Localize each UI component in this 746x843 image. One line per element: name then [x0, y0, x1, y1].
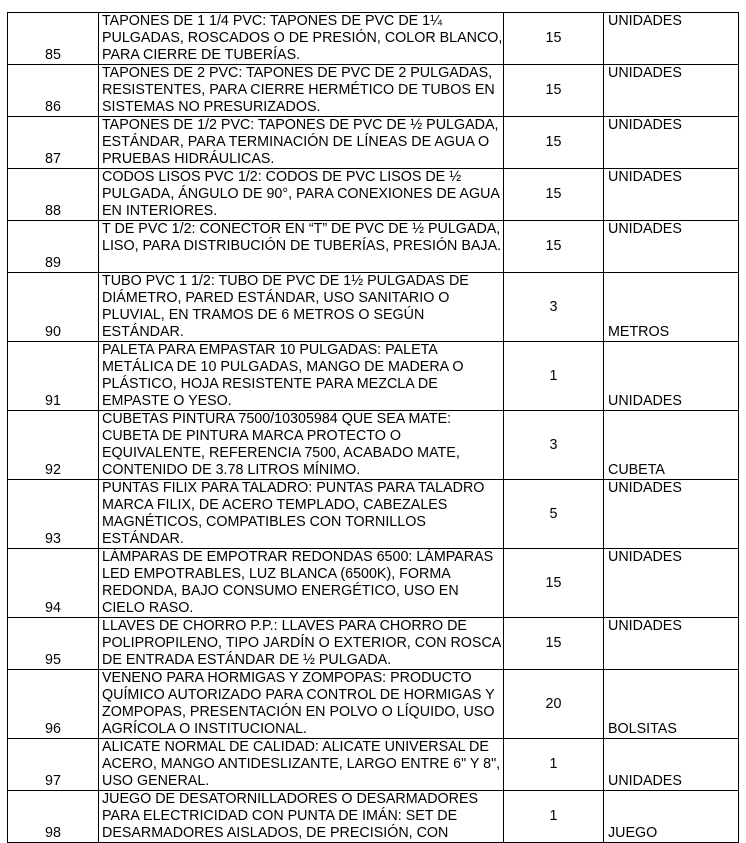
- table-row: [8, 273, 739, 342]
- item-description: T DE PVC 1/2: CONECTOR EN “T” DE PVC DE ½ PULGADA, LISO, PARA DISTRIBUCIÓN DE TUBERÍAS, PRESIÓN BAJA.: [99, 221, 504, 273]
- item-quantity: 3: [504, 411, 604, 480]
- item-quantity: 3: [504, 273, 604, 342]
- item-unit: JUEGO: [604, 791, 739, 843]
- item-unit: UNIDADES: [604, 13, 739, 65]
- item-number: 91: [8, 342, 99, 411]
- item-description: TUBO PVC 1 1/2: TUBO DE PVC DE 1½ PULGADAS DE DIÁMETRO, PARED ESTÁNDAR, USO SANITARIO O PLUVIAL, EN TRAMOS DE 6 METROS O SEGÚN ESTÁNDAR.: [99, 273, 504, 342]
- item-description: TAPONES DE 2 PVC: TAPONES DE PVC DE 2 PULGADAS, RESISTENTES, PARA CIERRE HERMÉTICO DE TUBOS EN SISTEMAS NO PRESURIZADOS.: [99, 65, 504, 117]
- item-quantity: 1: [504, 739, 604, 791]
- table-row: [8, 65, 739, 117]
- item-description: LLAVES DE CHORRO P.P.: LLAVES PARA CHORRO DE POLIPROPILENO, TIPO JARDÍN O EXTERIOR, CON ROSCA DE ENTRADA ESTÁNDAR DE ½ PULGADA.: [99, 618, 504, 670]
- item-number: 85: [8, 13, 99, 65]
- item-unit: UNIDADES: [604, 480, 739, 549]
- table-row: [8, 13, 739, 65]
- item-unit: UNIDADES: [604, 618, 739, 670]
- item-number: 97: [8, 739, 99, 791]
- table-row: [8, 739, 739, 791]
- item-description: LÁMPARAS DE EMPOTRAR REDONDAS 6500: LÁMPARAS LED EMPOTRABLES, LUZ BLANCA (6500K), FORMA REDONDA, BAJO CONSUMO ENERGÉTICO, USO EN CIELO RASO.: [99, 549, 504, 618]
- table-row: [8, 618, 739, 670]
- item-unit: UNIDADES: [604, 549, 739, 618]
- item-quantity: 1: [504, 342, 604, 411]
- item-quantity: 1: [504, 791, 604, 843]
- item-quantity: 15: [504, 13, 604, 65]
- item-unit: UNIDADES: [604, 739, 739, 791]
- item-quantity: 15: [504, 221, 604, 273]
- item-description: PALETA PARA EMPASTAR 10 PULGADAS: PALETA METÁLICA DE 10 PULGADAS, MANGO DE MADERA O PLÁSTICO, HOJA RESISTENTE PARA MEZCLA DE EMPASTE O YESO.: [99, 342, 504, 411]
- item-description: CUBETAS PINTURA 7500/10305984 QUE SEA MATE: CUBETA DE PINTURA MARCA PROTECTO O EQUIVALENTE, REFERENCIA 7500, ACABADO MATE, CONTENIDO DE 3.78 LITROS MÍNIMO.: [99, 411, 504, 480]
- item-description: ALICATE NORMAL DE CALIDAD: ALICATE UNIVERSAL DE ACERO, MANGO ANTIDESLIZANTE, LARGO ENTRE 6" Y 8", USO GENERAL.: [99, 739, 504, 791]
- item-description: TAPONES DE 1 1/4 PVC: TAPONES DE PVC DE 1¼ PULGADAS, ROSCADOS O DE PRESIÓN, COLOR BLANCO, PARA CIERRE DE TUBERÍAS.: [99, 13, 504, 65]
- item-number: 88: [8, 169, 99, 221]
- item-quantity: 15: [504, 549, 604, 618]
- items-table-body: [8, 13, 739, 843]
- item-quantity: 15: [504, 618, 604, 670]
- item-description: PUNTAS FILIX PARA TALADRO: PUNTAS PARA TALADRO MARCA FILIX, DE ACERO TEMPLADO, CABEZALES MAGNÉTICOS, COMPATIBLES CON TORNILLOS ESTÁNDAR.: [99, 480, 504, 549]
- table-row: [8, 549, 739, 618]
- item-quantity: 15: [504, 65, 604, 117]
- item-number: 89: [8, 221, 99, 273]
- item-quantity: 5: [504, 480, 604, 549]
- item-number: 90: [8, 273, 99, 342]
- table-row: [8, 221, 739, 273]
- item-unit: UNIDADES: [604, 65, 739, 117]
- item-unit: UNIDADES: [604, 169, 739, 221]
- table-row: [8, 342, 739, 411]
- item-quantity: 20: [504, 670, 604, 739]
- item-number: 86: [8, 65, 99, 117]
- item-unit: METROS: [604, 273, 739, 342]
- item-unit: CUBETA: [604, 411, 739, 480]
- item-description: TAPONES DE 1/2 PVC: TAPONES DE PVC DE ½ PULGADA, ESTÁNDAR, PARA TERMINACIÓN DE LÍNEAS DE AGUA O PRUEBAS HIDRÁULICAS.: [99, 117, 504, 169]
- table-row: [8, 169, 739, 221]
- item-number: 93: [8, 480, 99, 549]
- item-unit: UNIDADES: [604, 117, 739, 169]
- item-unit: BOLSITAS: [604, 670, 739, 739]
- item-unit: UNIDADES: [604, 342, 739, 411]
- items-table: [7, 12, 739, 843]
- item-number: 98: [8, 791, 99, 843]
- item-unit: UNIDADES: [604, 221, 739, 273]
- item-number: 92: [8, 411, 99, 480]
- item-quantity: 15: [504, 117, 604, 169]
- table-row: [8, 411, 739, 480]
- item-description: CODOS LISOS PVC 1/2: CODOS DE PVC LISOS DE ½ PULGADA, ÁNGULO DE 90°, PARA CONEXIONES DE AGUA EN INTERIORES.: [99, 169, 504, 221]
- table-row: [8, 670, 739, 739]
- item-description: JUEGO DE DESATORNILLADORES O DESARMADORES PARA ELECTRICIDAD CON PUNTA DE IMÁN: SET DE DESARMADORES AISLADOS, DE PRECISIÓN, CON: [99, 791, 504, 843]
- item-number: 94: [8, 549, 99, 618]
- item-description: VENENO PARA HORMIGAS Y ZOMPOPAS: PRODUCTO QUÍMICO AUTORIZADO PARA CONTROL DE HORMIGAS Y ZOMPOPAS, PRESENTACIÓN EN POLVO O LÍQUIDO, USO AGRÍCOLA O INSTITUCIONAL.: [99, 670, 504, 739]
- table-row: [8, 117, 739, 169]
- table-row: [8, 480, 739, 549]
- item-number: 95: [8, 618, 99, 670]
- item-quantity: 15: [504, 169, 604, 221]
- table-row: [8, 791, 739, 843]
- item-number: 96: [8, 670, 99, 739]
- item-number: 87: [8, 117, 99, 169]
